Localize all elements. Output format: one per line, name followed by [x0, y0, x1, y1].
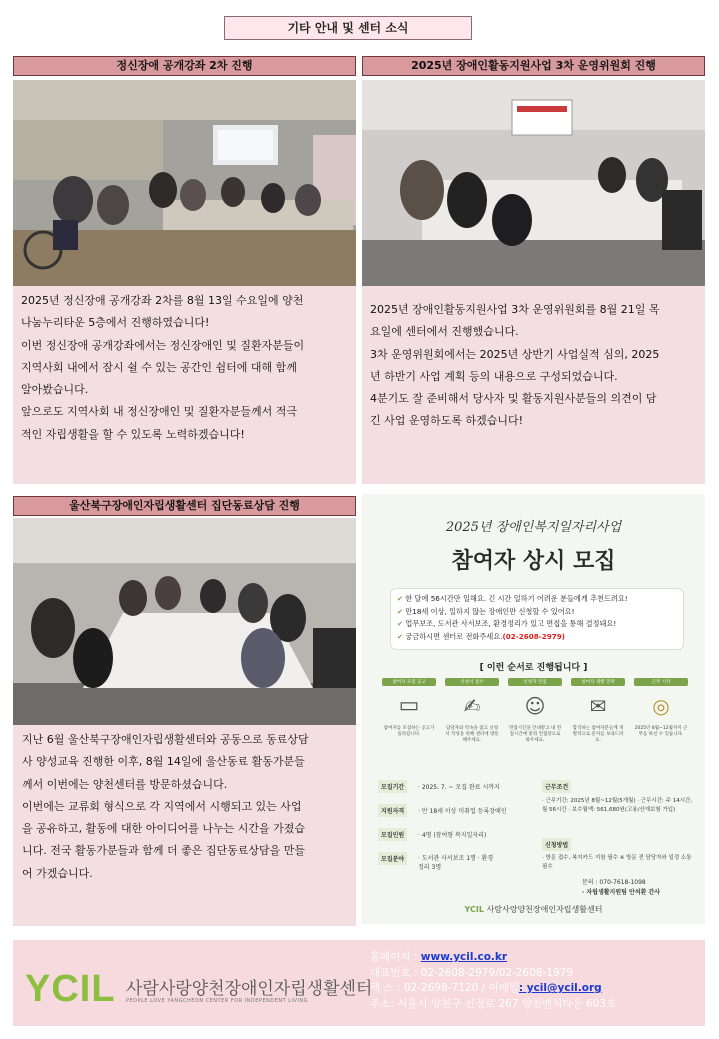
info-row: 지원자격 · 만 18세 이상 미취업 등록장애인	[378, 804, 548, 828]
check-item: ✔ 만18세 이상, 일하지 않는 장애인만 신청할 수 있어요!	[397, 606, 575, 616]
paragraph-line: 긴 사업 운영하도록 하겠습니다!	[370, 414, 524, 428]
poster-title: 참여자 상시 모집	[451, 549, 616, 574]
paragraph-line: 나눔누리타운 5층에서 진행하였습니다!	[21, 316, 210, 330]
check-item: ✔ 업무보조, 도서관 사서보조, 환경정리가 있고 면접을 통해 결정돼요!	[397, 619, 617, 628]
paragraph-line: 알아봤습니다.	[21, 383, 89, 397]
info-row: 신청방법 · 방문 접수, 복지카드 지참 필수 ※ 방문 전 담당자와 일정 소통 필수	[542, 838, 697, 878]
info-right	[542, 780, 697, 908]
info-row: 모집분야 · 도서관 사서보조 1명 · 환경정리 3명	[378, 852, 548, 882]
footer-homepage: 홈페이지 : www.ycil.co.kr	[370, 951, 508, 963]
footer-phone: 대표번호 : 02-2608-2979/02-2608-1979	[370, 966, 574, 979]
process-steps	[382, 678, 688, 774]
check-item: ✔ 한 달에 56시간만 일해요. 긴 시간 일하기 어려운 분들에게 추천드려요!	[397, 594, 628, 603]
footer-logo: YCIL	[25, 968, 116, 1010]
recruitment-poster	[362, 494, 705, 924]
paragraph-line: 니다. 전국 활동가분들과 함께 더 좋은 집단동료상담을 만들	[22, 844, 305, 858]
footer-org-english: PEOPLE LOVE YANGCHEON CENTER FOR INDEPENDENT LIVING	[126, 998, 309, 1004]
paragraph-line: 2025년 장애인활동지원사업 3차 운영위원회를 8월 21일 목	[370, 303, 660, 316]
process-step: 신청서 접수 ✍ 담당자와 약속을 잡고 신청서 작성을 위해 센터에 방문해주세요.	[445, 680, 499, 743]
check-item: ✔ 궁금하시면 센터로 전화주세요.(02-2608-2979)	[397, 631, 565, 641]
footer-fax-email: 팩 스 : 02-2698-7120 / 이메일: ycil@ycil.org	[370, 982, 602, 995]
poster-phone: (02-2608-2979)	[502, 631, 565, 641]
paragraph-line: 이번 정신장애 공개강좌에서는 정신장애인 및 질환자분들이	[21, 338, 305, 352]
poster-org: 사람사랑양천장애인자립생활센터	[486, 905, 603, 914]
homepage-link[interactable]: www.ycil.co.kr	[420, 951, 508, 963]
paragraph-line: 어 가겠습니다.	[22, 866, 93, 880]
paragraph-line: 2025년 정신장애 공개강좌 2차를 8월 13일 수요일에 양천	[21, 294, 304, 307]
section-heading-mental-lecture: 정신장애 공개강좌 2차 진행	[13, 56, 356, 76]
paragraph-line: 지난 6월 울산북구장애인자립생활센터와 공동으로 동료상담	[22, 733, 309, 746]
paragraph-line: 요일에 센터에서 진행했습니다.	[370, 325, 519, 339]
section2-text	[362, 286, 705, 484]
info-row: 근무조건 · 근무기간: 2025년 8월~12월(5개월) · 근무시간: 주 14시간, 월 56시간 · 보수월액: 561,680원(고용/산재보험 가입)	[542, 780, 697, 838]
paragraph-line: 사 양성교육 진행한 이후, 8월 14일에 울산동료 활동가분들	[22, 755, 305, 769]
footer	[13, 940, 705, 1026]
process-step: 신청자 면접 ☺ 면접시간을 안내받고 내 면접시간에 맞춰 면접장으로 와주세요.	[508, 680, 562, 743]
process-step: 참여자 개별 연락 ✉ 합격하는 참여자분들께 개별적으로 문자를 보내드려요.	[572, 680, 624, 743]
poster-check-list	[390, 588, 684, 650]
paragraph-line: 께서 이번에는 양천센터를 방문하셨습니다.	[22, 777, 228, 791]
process-step: 근무 시작 ◎ 2025년 8월~12월까지 근무를 하실 수 있습니다.	[634, 680, 688, 737]
paragraph-line: 적인 자립생활을 할 수 있도록 노력하겠습니다!	[21, 427, 245, 441]
poster-logo: YCIL	[464, 905, 484, 914]
paragraph-line: 을 공유하고, 활동에 대한 아이디어를 나누는 시간을 가졌습	[22, 822, 305, 836]
footer-org-name: 사람사랑양천장애인자립생활센터	[126, 979, 373, 999]
lecture-photo	[13, 80, 356, 286]
committee-photo	[362, 80, 705, 286]
info-row: 모집인원 · 4명 (참여형 복지일자리)	[378, 828, 548, 852]
info-row: 모집기간 · 2025. 7. ~ 모집 완료 시까지	[378, 780, 548, 804]
paragraph-line: 지역사회 내에서 잠시 쉴 수 있는 공간인 쉼터에 대해 함께	[21, 360, 297, 374]
section1-text	[13, 286, 356, 484]
paragraph-line: 앞으로도 지역사회 내 정신장애인 및 질환자분들께서 적극	[21, 405, 298, 419]
section-heading-peer-counseling: 울산북구장애인자립생활센터 집단동료상담 진행	[13, 496, 356, 516]
poster-subtitle: 2025년 장애인복지일자리사업	[445, 520, 622, 535]
poster-contact: 문의 : 070-7618-1098 · 자립생활지원팀 안석환 간사	[582, 879, 661, 896]
paragraph-line: 3차 운영위원회에서는 2025년 상반기 사업실적 심의, 2025	[370, 347, 660, 361]
page-title: 기타 안내 및 센터 소식	[224, 16, 472, 40]
paragraph-line: 이번에는 교류회 형식으로 각 지역에서 시행되고 있는 사업	[22, 799, 302, 813]
peer-counseling-photo	[13, 518, 356, 725]
paragraph-line: 4분기도 잘 준비해서 당사자 및 활동지원사분들의 의견이 담	[370, 392, 657, 406]
poster-footer	[362, 904, 705, 915]
footer-contact-block	[370, 950, 616, 1012]
process-step: 참여자 모집 공고 ▭ 참여자를 모집하는 공고가 올라갑니다.	[383, 680, 435, 737]
section-heading-committee: 2025년 장애인활동지원사업 3차 운영위원회 진행	[362, 56, 705, 76]
paragraph-line: 년 하반기 사업 계획 등의 내용으로 구성되었습니다.	[370, 369, 618, 383]
email-link[interactable]: : ycil@ycil.org	[518, 982, 602, 995]
info-left	[378, 780, 548, 882]
section3-text	[13, 725, 356, 926]
footer-address: 주소: 서울시 양천구 신정로 267 양천벤처타운 603호	[370, 997, 617, 1010]
process-title: [ 이런 순서로 진행됩니다 ]	[479, 663, 588, 673]
